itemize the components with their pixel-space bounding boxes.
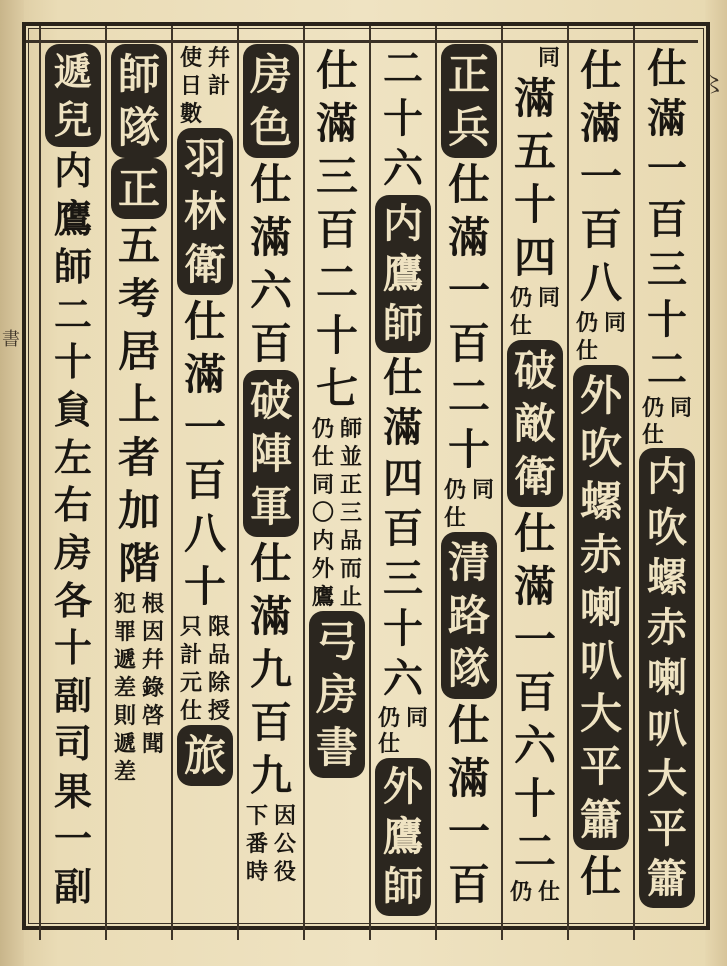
note-line — [405, 705, 429, 732]
note-char: 品 — [339, 528, 362, 554]
text-column — [634, 44, 700, 914]
text-run — [373, 353, 433, 704]
note-char: 只 — [179, 614, 202, 640]
note-line — [141, 590, 165, 758]
note-char: 因 — [273, 803, 296, 829]
body-char: 上 — [117, 380, 160, 429]
body-char: 果 — [53, 768, 92, 814]
body-char: 二 — [383, 45, 423, 92]
body-char: 八 — [579, 258, 622, 307]
note-char: 犯 — [113, 591, 136, 617]
body-char: 仕 — [315, 46, 358, 95]
text-column — [172, 44, 238, 914]
heading-char: 清 — [447, 538, 490, 587]
note-char: 外 — [311, 556, 334, 582]
body-char: 十 — [447, 425, 490, 474]
heading-char: 陣 — [249, 429, 292, 478]
note-char: 正 — [339, 472, 362, 498]
heading-char: 外 — [579, 371, 622, 420]
annotation-note — [575, 309, 627, 365]
note-line — [603, 309, 627, 337]
inverted-heading — [441, 532, 497, 699]
heading-char: 螺 — [579, 477, 622, 526]
note-line — [377, 705, 401, 758]
text-run — [373, 44, 433, 195]
body-char: 六 — [383, 655, 423, 703]
heading-char: 叭 — [579, 636, 622, 685]
heading-char: 軍 — [249, 482, 292, 531]
body-char: 仕 — [513, 509, 556, 558]
heading-char: 破 — [513, 346, 556, 395]
note-char: 仕 — [377, 731, 400, 758]
inverted-heading — [375, 758, 431, 917]
note-char: 仍 — [509, 285, 532, 311]
body-char: 六 — [249, 266, 292, 315]
note-char: 計 — [179, 642, 202, 668]
note-char: 同 — [669, 395, 692, 422]
heading-char: 師 — [383, 300, 423, 348]
column-rule — [105, 26, 107, 940]
note-char: 同 — [603, 310, 626, 336]
text-column — [436, 44, 502, 914]
body-char: 百 — [249, 698, 292, 747]
note-char: 仕 — [311, 444, 334, 470]
note-char: 仍 — [575, 310, 598, 336]
note-char: 公 — [273, 831, 296, 857]
note-char: 錄 — [141, 675, 164, 701]
body-char: 七 — [315, 364, 358, 413]
heading-char: 簫 — [579, 795, 622, 844]
note-char: 因 — [141, 619, 164, 645]
inverted-heading — [177, 128, 233, 295]
note-line — [641, 395, 665, 448]
body-char: 仕 — [579, 852, 622, 901]
inverted-heading — [243, 370, 299, 537]
body-char: 滿 — [249, 592, 292, 641]
body-char: 百 — [513, 668, 556, 717]
body-char: 師 — [53, 243, 92, 289]
body-char: 六 — [513, 721, 556, 770]
body-char: 二 — [647, 346, 687, 394]
note-char: 日 — [179, 73, 202, 99]
body-char: 内 — [53, 148, 92, 194]
note-char: 並 — [339, 444, 362, 470]
note-char: 計 — [207, 73, 230, 99]
note-char: 同 — [311, 472, 334, 498]
text-run — [505, 72, 565, 284]
annotation-note — [641, 395, 693, 448]
body-char: 仕 — [447, 160, 490, 209]
text-run — [505, 507, 565, 878]
heading-char: 隊 — [447, 644, 490, 693]
body-char: 二 — [53, 291, 92, 337]
body-char: 一 — [579, 152, 622, 201]
heading-char: 正 — [447, 50, 490, 99]
body-char: 十 — [183, 562, 226, 611]
heading-char: 敵 — [513, 399, 556, 448]
note-char: 時 — [245, 859, 268, 885]
inverted-heading — [309, 611, 365, 778]
body-char: 滿 — [447, 213, 490, 262]
body-char: 十 — [315, 311, 358, 360]
heading-char: 喇 — [579, 583, 622, 632]
inverted-heading — [177, 725, 233, 786]
heading-char: 房 — [315, 670, 358, 719]
note-char: 下 — [245, 803, 268, 829]
body-char: 十 — [513, 774, 556, 823]
text-column — [238, 44, 304, 914]
note-char: 則 — [113, 703, 136, 729]
heading-char: 吹 — [579, 424, 622, 473]
inverted-heading — [45, 44, 101, 147]
inverted-heading — [573, 365, 629, 850]
note-line — [113, 590, 137, 786]
body-char: 百 — [383, 504, 423, 552]
note-char: 差 — [113, 675, 136, 701]
note-line — [537, 44, 561, 72]
note-line — [443, 476, 467, 532]
heading-char: 喇 — [647, 654, 687, 702]
text-run — [439, 699, 499, 911]
note-char: 品 — [207, 642, 230, 668]
heading-char: 路 — [447, 591, 490, 640]
text-column — [106, 44, 172, 914]
body-char: 百 — [447, 319, 490, 368]
note-char: 止 — [339, 584, 362, 610]
text-column — [568, 44, 634, 914]
heading-char: 隊 — [117, 103, 160, 152]
heading-char: 内 — [383, 199, 423, 247]
body-char: 者 — [117, 433, 160, 482]
heading-char: 簫 — [647, 855, 687, 903]
edge-glyph: 〻 — [702, 73, 725, 98]
note-char: 元 — [179, 670, 202, 696]
heading-char: 螺 — [647, 553, 687, 601]
body-char: 百 — [579, 205, 622, 254]
note-char: 仍 — [443, 477, 466, 503]
note-char: 仕 — [509, 313, 532, 339]
body-char: 房 — [53, 530, 92, 576]
note-line — [207, 44, 231, 100]
note-line — [207, 613, 231, 725]
text-run — [109, 219, 169, 590]
body-char: 四 — [513, 233, 556, 282]
annotation-note — [311, 415, 363, 611]
note-char: 鷹 — [311, 584, 334, 610]
body-char: 考 — [117, 274, 160, 323]
body-char: 仕 — [647, 45, 687, 92]
note-char: 同 — [537, 285, 560, 311]
body-char: 百 — [447, 860, 490, 909]
body-char: 百 — [315, 205, 358, 254]
body-char: 仕 — [183, 297, 226, 346]
body-char: 五 — [117, 221, 160, 270]
body-char: 滿 — [513, 74, 556, 123]
heading-char: 兒 — [53, 96, 92, 142]
body-char: 居 — [117, 327, 160, 376]
heading-char: 師 — [117, 50, 160, 99]
note-line — [509, 284, 533, 340]
note-char: 啓 — [141, 703, 164, 729]
note-char: 差 — [113, 759, 136, 785]
note-line — [311, 415, 335, 611]
note-char: 授 — [207, 698, 230, 724]
heading-char: 平 — [579, 742, 622, 791]
note-char: 罪 — [113, 619, 136, 645]
heading-char: 兵 — [447, 103, 490, 152]
body-char: 九 — [249, 645, 292, 694]
text-run — [637, 44, 697, 395]
heading-char: 書 — [315, 723, 358, 772]
inverted-heading — [639, 448, 695, 908]
annotation-note — [113, 590, 165, 786]
margin-glyph: 書 — [2, 329, 20, 350]
body-char: 滿 — [513, 562, 556, 611]
body-char: 三 — [383, 555, 423, 603]
note-line — [179, 613, 203, 725]
heading-char: 衛 — [513, 452, 556, 501]
column-rule — [39, 26, 41, 940]
note-line — [179, 44, 203, 128]
body-char: 滿 — [183, 350, 226, 399]
body-char: 三 — [315, 152, 358, 201]
body-char: 一 — [53, 816, 92, 862]
left-page-edge — [0, 0, 24, 966]
note-char: 三 — [339, 500, 362, 526]
body-char: 滿 — [249, 213, 292, 262]
inverted-heading — [507, 340, 563, 507]
body-char: 一 — [447, 266, 490, 315]
note-line — [245, 802, 269, 886]
body-char: 仕 — [249, 160, 292, 209]
heading-char: 赤 — [647, 604, 687, 652]
body-char: 二 — [447, 372, 490, 421]
column-rule — [369, 26, 371, 940]
body-char: 貟 — [53, 386, 92, 432]
note-char: 同 — [405, 704, 428, 731]
body-char: 九 — [249, 751, 292, 800]
annotation-note — [509, 878, 561, 906]
body-char: 百 — [183, 456, 226, 505]
heading-char: 弓 — [315, 617, 358, 666]
text-column — [40, 44, 106, 914]
heading-char: 師 — [383, 863, 423, 911]
body-char: 四 — [383, 454, 423, 502]
body-char: 階 — [117, 539, 160, 588]
note-char: 師 — [339, 416, 362, 442]
annotation-note — [245, 802, 297, 886]
note-char: 仍 — [311, 416, 334, 442]
body-char: 滿 — [579, 99, 622, 148]
note-char: 仍 — [509, 879, 532, 905]
heading-char: 鷹 — [383, 812, 423, 860]
note-line — [575, 309, 599, 365]
body-char: 六 — [383, 145, 423, 193]
body-char: 鷹 — [53, 196, 92, 242]
body-char: 二 — [513, 827, 556, 876]
annotation-note — [509, 284, 561, 340]
column-rule — [633, 26, 635, 940]
note-line — [537, 284, 561, 312]
body-char: 十 — [53, 339, 92, 385]
note-line — [509, 878, 533, 906]
body-char: 二 — [315, 258, 358, 307]
note-char: 遞 — [113, 647, 136, 673]
body-char: 一 — [447, 807, 490, 856]
body-char: 一 — [183, 403, 226, 452]
text-column — [502, 44, 568, 914]
heading-char: 林 — [183, 187, 226, 236]
body-char: 仕 — [249, 539, 292, 588]
heading-char: 破 — [249, 376, 292, 425]
body-char: 仕 — [579, 46, 622, 95]
note-char: 而 — [339, 556, 362, 582]
heading-char: 大 — [647, 754, 687, 802]
annotation-note — [509, 44, 561, 72]
heading-char: 鷹 — [383, 249, 423, 297]
heading-char: 色 — [249, 103, 292, 152]
body-char: 一 — [513, 615, 556, 664]
body-char: 百 — [647, 195, 687, 243]
body-char: 三 — [647, 245, 687, 293]
heading-char: 衛 — [183, 240, 226, 289]
body-char: 各 — [53, 577, 92, 623]
inverted-heading — [441, 44, 497, 158]
text-run — [571, 850, 631, 903]
body-char: 司 — [53, 720, 92, 766]
annotation-note — [377, 705, 429, 758]
column-rule — [567, 26, 569, 940]
heading-char: 赤 — [579, 530, 622, 579]
note-char: 役 — [273, 859, 296, 885]
text-run — [241, 537, 301, 802]
column-rule — [171, 26, 173, 940]
body-char: 仕 — [447, 701, 490, 750]
body-char: 一 — [647, 145, 687, 193]
inverted-heading — [111, 44, 167, 158]
note-char: 仕 — [443, 505, 466, 531]
body-char: 副 — [53, 673, 92, 719]
body-char: 滿 — [315, 99, 358, 148]
body-char: 副 — [53, 863, 92, 909]
heading-char: 叭 — [647, 704, 687, 752]
heading-char: 大 — [579, 689, 622, 738]
note-char: 同 — [471, 477, 494, 503]
body-char: 滿 — [647, 95, 687, 143]
note-char: 遞 — [113, 731, 136, 757]
body-char: 仕 — [383, 354, 423, 402]
note-char: 限 — [207, 614, 230, 640]
note-char: 幷 — [141, 647, 164, 673]
body-char: 八 — [183, 509, 226, 558]
heading-char: 吹 — [647, 503, 687, 551]
note-char: 仕 — [641, 421, 664, 448]
body-char: 滿 — [383, 404, 423, 452]
text-run — [241, 158, 301, 370]
body-char: 左 — [53, 434, 92, 480]
heading-char: 羽 — [183, 134, 226, 183]
text-run — [175, 295, 235, 613]
text-run — [307, 44, 367, 415]
note-char: 數 — [179, 101, 202, 127]
inverted-heading — [243, 44, 299, 158]
note-char: 聞 — [141, 731, 164, 757]
body-char: 五 — [513, 127, 556, 176]
note-char: 仕 — [575, 338, 598, 364]
body-char: 十 — [383, 95, 423, 143]
note-line — [471, 476, 495, 504]
body-char: 十 — [513, 180, 556, 229]
annotation-note — [179, 44, 231, 128]
note-line — [339, 415, 363, 611]
heading-char: 遞 — [53, 49, 92, 94]
note-line — [669, 395, 693, 422]
heading-char: 旅 — [183, 731, 226, 780]
heading-char: 正 — [117, 164, 160, 213]
note-char: 除 — [207, 670, 230, 696]
heading-char: 内 — [647, 453, 687, 501]
body-char: 滿 — [447, 754, 490, 803]
note-char: 幷 — [207, 45, 230, 71]
body-char: 右 — [53, 482, 92, 528]
note-char: 内 — [311, 528, 334, 554]
column-rule — [435, 26, 437, 940]
text-run — [439, 158, 499, 476]
note-char: 〇 — [311, 500, 334, 526]
annotation-note — [443, 476, 495, 532]
body-char: 加 — [117, 486, 160, 535]
body-char: 十 — [647, 296, 687, 344]
annotation-note — [179, 613, 231, 725]
text-run — [571, 44, 631, 309]
text-run — [43, 147, 103, 910]
column-rule — [303, 26, 305, 940]
body-char: 百 — [249, 319, 292, 368]
note-char: 番 — [245, 831, 268, 857]
note-char: 仍 — [641, 395, 664, 422]
heading-char: 平 — [647, 804, 687, 852]
inverted-heading — [111, 158, 167, 219]
column-rule — [501, 26, 503, 940]
text-column — [304, 44, 370, 914]
heading-char: 外 — [383, 762, 423, 810]
note-char: 根 — [141, 591, 164, 617]
text-column — [370, 44, 436, 914]
note-line — [273, 802, 297, 886]
note-char: 仕 — [179, 698, 202, 724]
body-char: 十 — [53, 625, 92, 671]
note-char: 使 — [179, 45, 202, 71]
body-char: 十 — [383, 605, 423, 653]
note-char: 同 — [537, 45, 560, 71]
note-char: 仍 — [377, 704, 400, 731]
column-rule — [237, 26, 239, 940]
note-char: 仕 — [537, 879, 560, 905]
top-rule — [26, 40, 698, 43]
note-line — [537, 878, 561, 906]
inverted-heading — [375, 195, 431, 354]
heading-char: 房 — [249, 50, 292, 99]
